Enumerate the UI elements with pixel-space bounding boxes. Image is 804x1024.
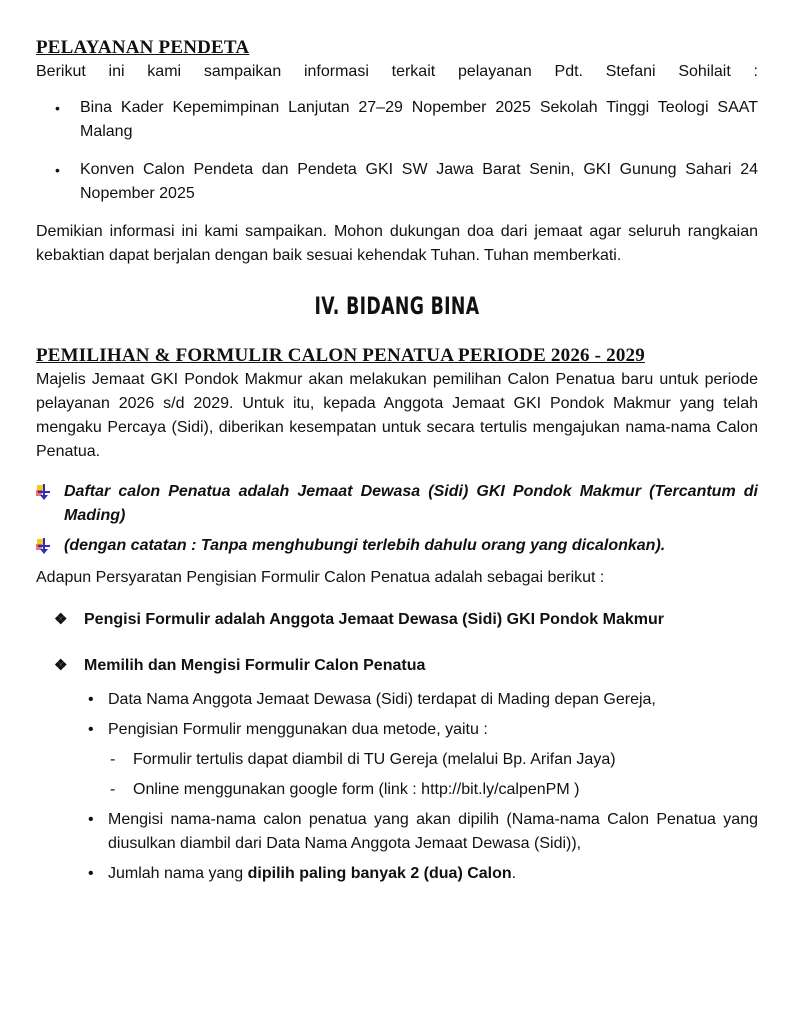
method-text: Online menggunakan google form (link : http://bit.ly/calpenPM ): [133, 781, 580, 798]
list-item: [36, 96, 758, 144]
requirement-text: Pengisi Formulir adalah Anggota Jemaat Dewasa (Sidi) GKI Pondok Makmur: [84, 611, 664, 628]
sub-item: [36, 808, 758, 856]
sub-item: [36, 688, 758, 712]
notes-list: [36, 480, 758, 558]
dash-bullet-icon: -: [110, 781, 116, 798]
dash-bullet-icon: -: [110, 751, 116, 768]
list-item: [36, 158, 758, 206]
pemilihan-heading: PEMILIHAN & FORMULIR CALON PENATUA PERIODE 2026 - 2029: [36, 345, 645, 366]
bullet-icon: •: [88, 865, 94, 882]
note-text: Daftar calon Penatua adalah Jemaat Dewasa (Sidi) GKI Pondok Makmur (Tercantum di Mading): [64, 483, 758, 524]
requirements-intro: Adapun Persyaratan Pengisian Formulir Calon Penatua adalah sebagai berikut :: [36, 569, 605, 586]
sub-item: [36, 718, 758, 742]
section-title: IV. BIDANG BINA: [314, 292, 480, 320]
method-item: [36, 778, 758, 802]
arrow-down-icon: [36, 484, 54, 500]
bullet-icon: •: [55, 100, 60, 116]
sub-item-text: Jumlah nama yang: [108, 865, 248, 882]
pelayanan-list: [36, 96, 758, 206]
note-item: [36, 534, 758, 558]
list-item-text: Bina Kader Kepemimpinan Lanjutan 27–29 Nopember 2025 Sekolah Tinggi Teologi SAAT Malang: [80, 99, 758, 140]
diamond-bullet-icon: ❖: [54, 611, 68, 628]
requirement-sublist-cont: [36, 808, 758, 886]
bullet-icon: •: [88, 721, 94, 738]
pelayanan-heading: PELAYANAN PENDETA: [36, 37, 250, 58]
sub-item-text: Pengisian Formulir menggunakan dua metode, yaitu :: [108, 721, 488, 738]
bullet-icon: •: [88, 811, 94, 828]
sub-item: [36, 862, 758, 886]
diamond-bullet-icon: ❖: [54, 657, 68, 674]
note-text: (dengan catatan : Tanpa menghubungi terlebih dahulu orang yang dicalonkan).: [64, 537, 666, 554]
document-page: [36, 36, 758, 892]
pemilihan-intro: Majelis Jemaat GKI Pondok Makmur akan melakukan pemilihan Calon Penatua baru untuk periode pelayanan 2026 s/d 2029. Untuk itu, kepada Anggota Jemaat GKI Pondok Makmur yang telah mengaku Percaya (Sidi), diberikan kesempatan untuk secara tertulis mengajukan nama-nama Calon Penatua.: [36, 371, 758, 460]
note-item: [36, 480, 758, 528]
requirement-item: [36, 654, 758, 678]
pelayanan-closing: Demikian informasi ini kami sampaikan. Mohon dukungan doa dari jemaat agar seluruh rangkaian kebaktian dapat berjalan dengan baik sesuai kehendak Tuhan. Tuhan memberkati.: [36, 223, 758, 264]
requirement-text: Memilih dan Mengisi Formulir Calon Penatua: [84, 657, 426, 674]
sub-item-text: Data Nama Anggota Jemaat Dewasa (Sidi) terdapat di Mading depan Gereja,: [108, 691, 656, 708]
requirement-sublist: [36, 688, 758, 742]
requirement-item: [36, 608, 758, 632]
bullet-icon: •: [55, 162, 60, 178]
method-text: Formulir tertulis dapat diambil di TU Gereja (melalui Bp. Arifan Jaya): [133, 751, 616, 768]
list-item-text: Konven Calon Pendeta dan Pendeta GKI SW Jawa Barat Senin, GKI Gunung Sahari 24 Nopember 2025: [80, 161, 758, 202]
pelayanan-intro: Berikut ini kami sampaikan informasi terkait pelayanan Pdt. Stefani Sohilait :: [36, 63, 758, 80]
sub-item-suffix: .: [511, 865, 517, 882]
sub-item-text: Mengisi nama-nama calon penatua yang akan dipilih (Nama-nama Calon Penatua yang diusulkan diambil dari Data Nama Anggota Jemaat Dewasa (Sidi)),: [108, 811, 758, 852]
methods-list: [36, 748, 758, 802]
bullet-icon: •: [88, 691, 94, 708]
arrow-down-icon: [36, 538, 54, 554]
method-item: [36, 748, 758, 772]
sub-item-emphasis: dipilih paling banyak 2 (dua) Calon: [247, 865, 512, 882]
